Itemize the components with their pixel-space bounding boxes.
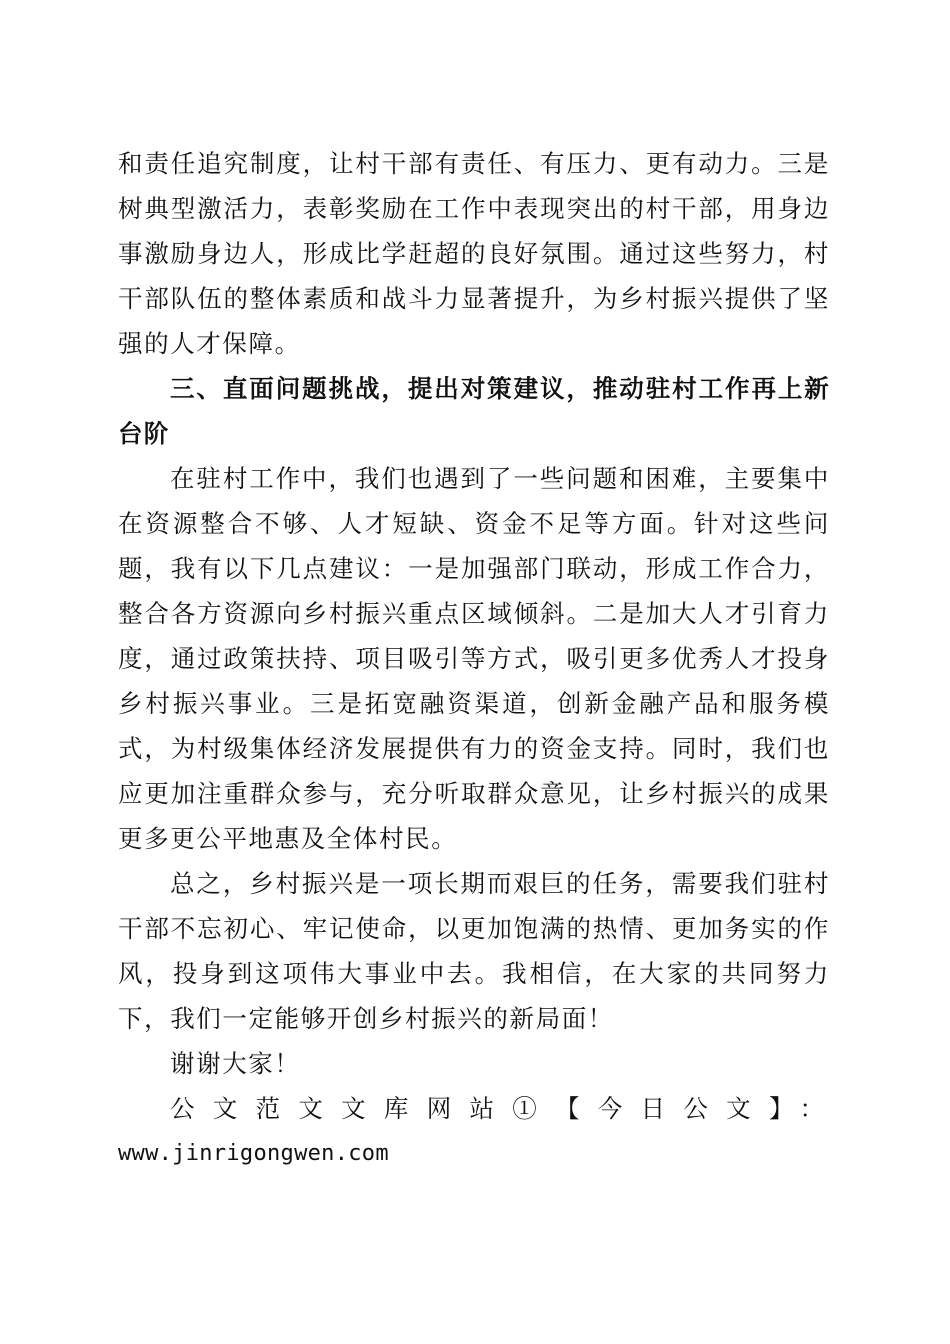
paragraph-conclusion: 总之，乡村振兴是一项长期而艰巨的任务，需要我们驻村干部不忘初心、牢记使命，以更加饱满的热情、更加务实的作风，投身到这项伟大事业中去。我相信，在大家的共同努力下，我们一定能够开创乡村振兴的新局面！ (118, 869, 830, 1033)
paragraph-thanks: 谢谢大家！ (170, 1049, 301, 1078)
footer-source-label: 公文范文文库网站①【今日公文】： (170, 1094, 830, 1123)
paragraph-problems-suggestions: 在驻村工作中，我们也遇到了一些问题和困难，主要集中在资源整合不够、人才短缺、资金不足等方面。针对这些问题，我有以下几点建议：一是加强部门联动，形成工作合力，整合各方资源向乡村振兴重点区域倾斜。二是加大人才引育力度，通过政策扶持、项目吸引等方式，吸引更多优秀人才投身乡村振兴事业。三是拓宽融资渠道，创新金融产品和服务模式，为村级集体经济发展提供有力的资金支持。同时，我们也应更加注重群众参与，充分听取群众意见，让乡村振兴的成果更多更公平地惠及全体村民。 (118, 464, 830, 853)
section-heading-three: 三、直面问题挑战，提出对策建议，推动驻村工作再上新台阶 (118, 374, 830, 448)
footer-url: www.jinrigongwen.com (118, 1141, 389, 1166)
document-page (118, 141, 830, 1176)
paragraph-talent-guarantee: 和责任追究制度，让村干部有责任、有压力、更有动力。三是树典型激活力，表彰奖励在工作中表现突出的村干部，用身边事激励身边人，形成比学赶超的良好氛围。通过这些努力，村干部队伍的整体素质和战斗力显著提升，为乡村振兴提供了坚强的人才保障。 (118, 149, 830, 358)
